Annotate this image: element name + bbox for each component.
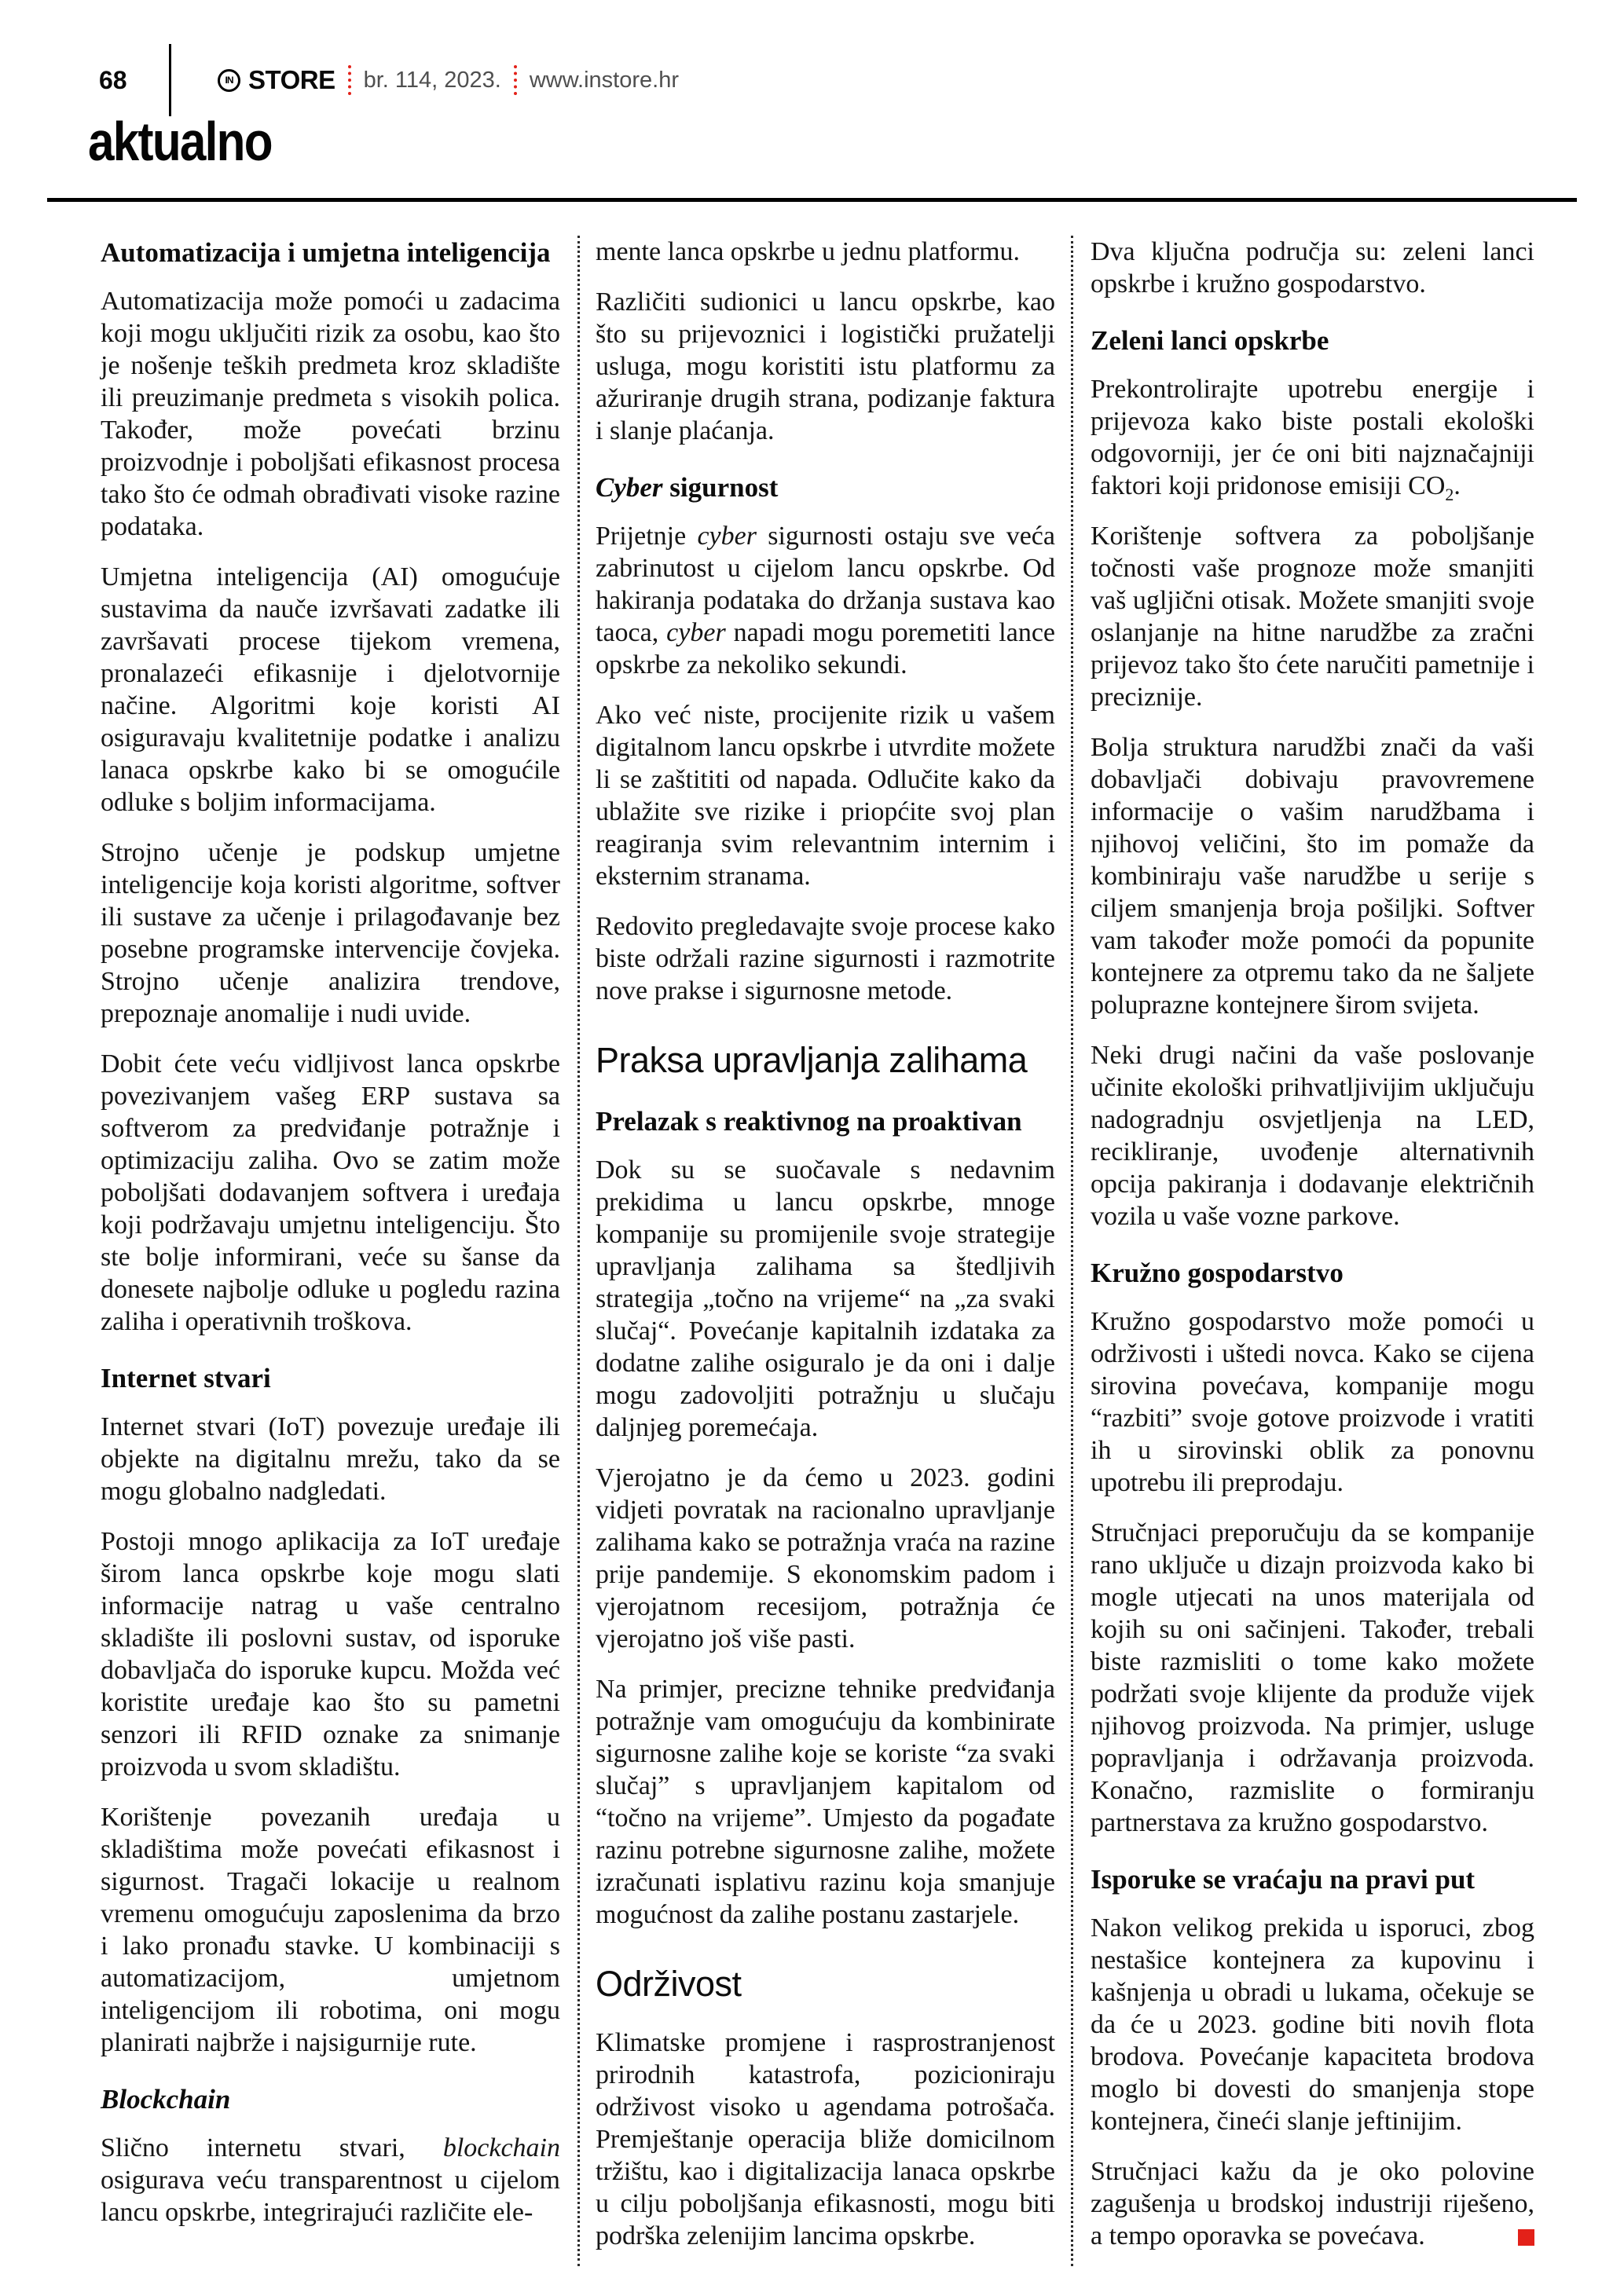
paragraph: Dobit ćete veću vidljivost lanca opskrbe povezivanjem vašeg ERP sustava sa softverom za predviđanje potražnje i optimizaciju zaliha. Ovo se zatim može poboljšati dodavanjem softvera i uređaja koji podržavaju umjetnu inteligenciju. Što ste bolje informirani, veće su šanse da donesete najbolje odluke u pogledu razina zaliha i operativnih troškova. [101,1049,560,1336]
paragraph: Korištenje povezanih uređaja u skladištima može povećati efikasnost i sigurnost. Tragači lokacije u realnom vremenu omogućuju zaposlenima da brzo i lako pronađu stavke. U kombinaciji s automatizacijom, umjetnom inteligencijom ili robotima, oni mogu planirati najbrže i najsigurnije rute. [101,1803,560,2057]
paragraph: Stručnjaci preporučuju da se kompanije rano uključe u dizajn proizvoda kako bi mogle utjecati na unos materijala od kojih su oni sačinjeni. Također, trebali biste razmisliti o tome kako možete podržati svoje klijente da produže vijek njihovog proizvoda. Na primjer, usluge popravljanja i održavanja proizvoda. Konačno, razmislite o formiranju partnerstava za kružno gospodarstvo. [1091,1518,1534,1837]
column-1 [101,236,560,2270]
paragraph: Umjetna inteligencija (AI) omogućuje sustavima da nauče izvršavati zadatke ili završavati procese tijekom vremena, pronalazeći efikasnije i djelotvornije načine. Algoritmi koje koristi AI osiguravaju kvalitetnije podatke i analizu lanaca opskrbe kako bi se omogućile odluke s boljim informacijama. [101,562,560,817]
paragraph: Prekontrolirajte upotrebu energije i prijevoza kako biste postali ekološki odgovorniji, jer će oni biti najznačajniji faktori koji pridonose emisiji $CO_2$. [1091,375,1534,504]
paragraph: Neki drugi načini da vaše poslovanje učinite ekološki prihvatljivijim uključuju nadogradnju osvjetljenja na LED, recikliranje, uvođenje alternativnih opcija pakiranja i dodavanje električnih vozila u vaše vozne parkove. [1091,1041,1534,1231]
brand-logo-text: STORE [248,65,335,94]
paragraph: Na primjer, precizne tehnike predviđanja potražnje vam omogućuju da kombinirate sigurnosne zalihe koje se koriste “za svaki slučaj” s upravljanjem kapitalom od “točno na vrijeme”. Umjesto da pogađate razinu potrebne sigurnosne zalihe, možete izračunati isplativu razinu koja smanjuje mogućnost da zalihe postanu zastarjele. [596,1675,1055,1929]
paragraph: Ako već niste, procijenite rizik u vašem digitalnom lancu opskrbe i utvrdite možete li se zaštititi od napada. Odlučite kako da ublažite sve rizike i priopćite svoj plan reagiranja svim relevantnim internim i eksternim stranama. [596,701,1055,891]
paragraph: Bolja struktura narudžbi znači da vaši dobavljači dobivaju pravovremene informacije o vašim narudžbama i njihovoj veličini, što im pomaže da kombiniraju vaše narudžbe u serije s ciljem smanjenja broja pošiljki. Softver vam također može pomoći da popunite kontejnere za otpremu tako da ne šaljete poluprazne kontejnere širom svijeta. [1091,733,1534,1020]
column-divider [577,236,580,2266]
paragraph: Klimatske promjene i rasprostranjenost prirodnih katastrofa, pozicioniraju održivost visoko u agendama potrošača. Premještanje operacija bliže domicilnom tržištu, kao i digitalizacija lanaca opskrbe u cilju poboljšanja efikasnosti, mogu biti podrška zelenijim lancima opskrbe. [596,2028,1055,2250]
paragraph: Prijetnje cyber sigurnosti ostaju sve veća zabrinutost u cijelom lancu opskrbe. Od hakiranja podataka do držanja sustava kao taoca, cyber napadi mogu poremetiti lance opskrbe za nekoliko sekundi. [596,522,1056,679]
section-heading: Prelazak s reaktivnog na proaktivan [596,1106,1022,1137]
column-2 [596,236,1055,2270]
article-body [101,236,1534,2270]
section-heading: Praksa upravljanja zalihama [596,1040,1028,1080]
paragraph: Dva ključna područja su: zeleni lanci opskrbe i kružno gospodarstvo. [1091,237,1534,298]
header-rule [47,198,1577,202]
section-heading: Internet stvari [101,1363,271,1393]
website-url: www.instore.hr [529,67,679,93]
instore-logo-icon: IN [218,69,240,92]
column-3 [1091,236,1534,2270]
paragraph: Kružno gospodarstvo može pomoći u održivosti i uštedi novca. Kako se cijena sirovina povećava, kompanije mogu “razbiti” svoje gotove proizvode i vratiti ih u sirovinski oblik za ponovnu upotrebu ili preprodaju. [1091,1307,1534,1497]
column-divider [1071,236,1073,2266]
paragraph: Stručnjaci kažu da je oko polovine zagušenja u brodskoj industriji riješeno, a tempo oporavka se povećava. [1091,2157,1534,2250]
header-divider [169,44,171,116]
paragraph: Dok su se suočavale s nedavnim prekidima u lancu opskrbe, mnoge kompanije su promijenile svoje strategije upravljanja zalihama sa štedljivih strategija „točno na vrijeme“ na „za svaki slučaj“. Povećanje kapitalnih izdataka za dodatne zalihe osiguralo je da oni i dalje mogu zadovoljiti potražnju u slučaju daljnjeg poremećaja. [596,1155,1055,1442]
section-heading: Kružno gospodarstvo [1091,1258,1344,1288]
paragraph: Automatizacija može pomoći u zadacima koji mogu uključiti rizik za osobu, kao što je nošenje teških predmeta kroz skladište ili preuzimanje predmeta s visokih polica. Također, može povećati brzinu proizvodnje i poboljšati efikasnost procesa tako što će odmah obrađivati visoke razine podataka. [101,287,560,541]
paragraph: Slično internetu stvari, blockchain osigurava veću transparentnost u cijelom lancu opskrbe, integrirajući različite ele- [101,2133,560,2227]
section-heading: Blockchain [101,2084,231,2115]
paragraph: Redovito pregledavajte svoje procese kako biste održali razine sigurnosti i razmotrite nove prakse i sigurnosne metode. [596,912,1055,1005]
paragraph: Korištenje softvera za poboljšanje točnosti vaše prognoze može smanjiti vaš ugljični otisak. Možete smanjiti svoje oslanjanje na hitne narudžbe za zračni prijevoz tako što ćete naručiti pametnije i preciznije. [1091,522,1534,712]
paragraph: Internet stvari (IoT) povezuje uređaje ili objekte na digitalnu mrežu, tako da se mogu globalno nadgledati. [101,1412,560,1506]
section-heading: Automatizacija i umjetna inteligencija [101,237,551,268]
page-title: aktualno [88,111,272,172]
section-heading: Zeleni lanci opskrbe [1091,325,1329,356]
section-heading: Održivost [596,1964,742,2004]
page-number: 68 [99,66,127,94]
article-end-square [1518,2229,1534,2246]
issue-number: br. 114, 2023. [363,67,501,93]
section-heading: Cyber sigurnost [596,472,779,503]
paragraph: Strojno učenje je podskup umjetne inteligencije koja koristi algoritme, softver ili sustave za učenje i prilagođavanje bez posebne programske intervencije čovjeka. Strojno učenje analizira trendove, prepoznaje anomalije i nudi uvide. [101,838,560,1028]
paragraph: mente lanca opskrbe u jednu platformu. [596,237,1021,266]
paragraph: Postoji mnogo aplikacija za IoT uređaje širom lanca opskrbe koje mogu slati informacije natrag u vaše centralno skladište ili poslovni sustav, od isporuke dobavljača do isporuke kupcu. Možda već koristite uređaje kao što su pametni senzori ili RFID oznake za snimanje proizvoda u svom skladištu. [101,1527,560,1782]
paragraph: Nakon velikog prekida u isporuci, zbog nestašice kontejnera za kupovinu i kašnjenja u obradi u lukama, očekuje se da će u 2023. godine biti novih flota brodova. Povećanje kapaciteta brodova moglo bi dovesti do smanjenja stope kontejnera, čineći slanje jeftinijim. [1091,1913,1534,2136]
paragraph: Različiti sudionici u lancu opskrbe, kao što su prijevoznici i logistički pružatelji usluga, mogu koristiti istu platformu za ažuriranje drugih strana, podizanje faktura i slanje plaćanja. [596,287,1055,445]
magazine-brand [218,63,679,97]
dotted-separator-icon [348,65,351,95]
section-heading: Isporuke se vraćaju na pravi put [1091,1864,1476,1895]
dotted-separator-icon [514,65,517,95]
paragraph: Vjerojatno je da ćemo u 2023. godini vidjeti povratak na racionalno upravljanje zalihama kako se potražnja vraća na razine prije pandemije. S ekonomskim padom i vjerojatnom recesijom, potražnja će vjerojatno još više pasti. [596,1463,1055,1653]
